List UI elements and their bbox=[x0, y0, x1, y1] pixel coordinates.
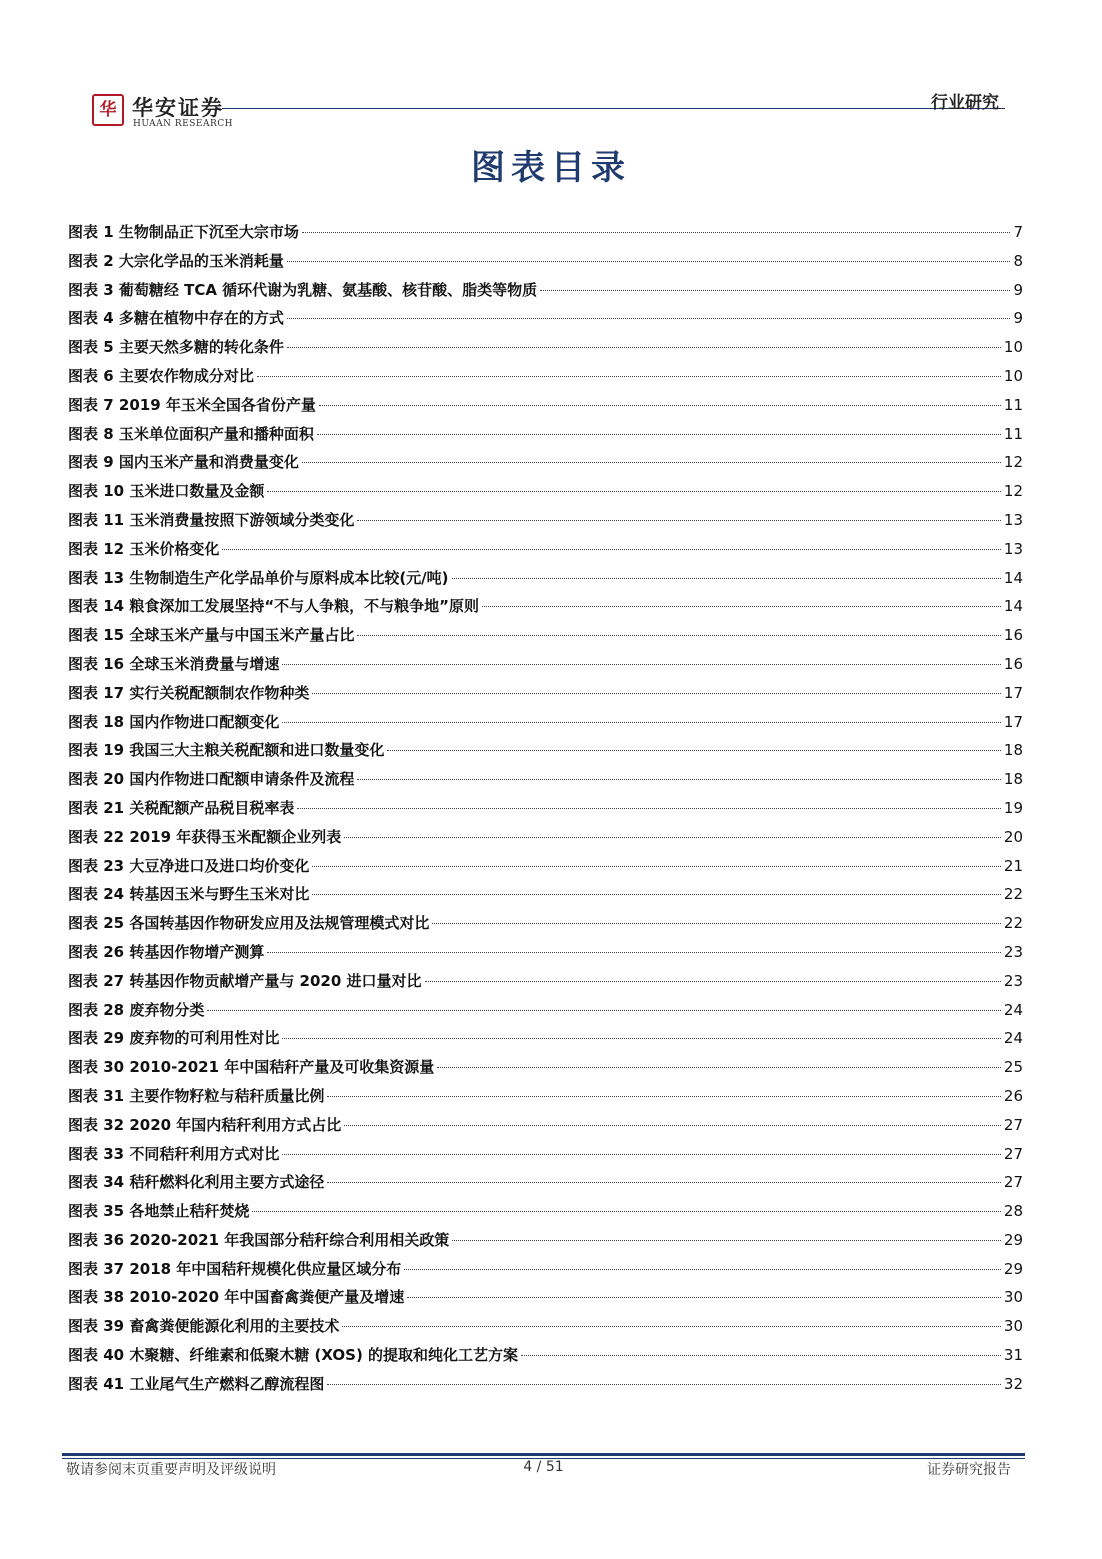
toc-entry-label: 图表 34 秸秆燃料化利用主要方式途径 bbox=[68, 1173, 325, 1192]
toc-entry-page: 27 bbox=[1003, 1115, 1023, 1134]
toc-entry-label: 图表 9 国内玉米产量和消费量变化 bbox=[68, 453, 299, 472]
toc-entry[interactable] bbox=[68, 538, 1023, 567]
toc-entry-label: 图表 22 2019 年获得玉米配额企业列表 bbox=[68, 827, 342, 846]
toc-dot-leader bbox=[357, 779, 1001, 780]
toc-dot-leader bbox=[387, 750, 1001, 751]
toc-entry-page: 11 bbox=[1003, 424, 1023, 443]
huaan-logo-icon: 华 bbox=[92, 94, 124, 126]
toc-dot-leader bbox=[319, 405, 1001, 406]
toc-entry-label: 图表 28 废弃物分类 bbox=[68, 1000, 205, 1019]
toc-dot-leader bbox=[357, 635, 1001, 636]
toc-entry-label: 图表 30 2010-2021 年中国秸秆产量及可收集资源量 bbox=[68, 1058, 435, 1077]
toc-dot-leader bbox=[327, 1384, 1001, 1385]
toc-entry-page: 25 bbox=[1003, 1058, 1023, 1077]
toc-entry-label: 图表 37 2018 年中国秸秆规模化供应量区域分布 bbox=[68, 1259, 402, 1278]
toc-dot-leader bbox=[452, 578, 1001, 579]
toc-entry-page: 14 bbox=[1003, 597, 1023, 616]
toc-dot-leader bbox=[312, 866, 1001, 867]
toc-entry-page: 16 bbox=[1003, 654, 1023, 673]
toc-entry-label: 图表 33 不同秸秆利用方式对比 bbox=[68, 1144, 280, 1163]
toc-dot-leader bbox=[407, 1297, 1001, 1298]
toc-entry-page: 23 bbox=[1003, 971, 1023, 990]
toc-entry-page: 24 bbox=[1003, 1029, 1023, 1048]
toc-dot-leader bbox=[252, 1211, 1001, 1212]
toc-dot-leader bbox=[282, 1038, 1001, 1039]
toc-entry-label: 图表 29 废弃物的可利用性对比 bbox=[68, 1029, 280, 1048]
toc-entry[interactable] bbox=[68, 221, 1023, 250]
toc-entry-page: 9 bbox=[1013, 309, 1023, 328]
toc-entry[interactable] bbox=[68, 336, 1023, 365]
toc-entry-label: 图表 26 转基因作物增产测算 bbox=[68, 942, 265, 961]
toc-entry[interactable] bbox=[68, 768, 1023, 797]
toc-entry-page: 8 bbox=[1013, 251, 1023, 270]
toc-entry[interactable] bbox=[68, 509, 1023, 538]
toc-dot-leader bbox=[287, 261, 1011, 262]
toc-entry-label: 图表 24 转基因玉米与野生玉米对比 bbox=[68, 885, 310, 904]
toc-dot-leader bbox=[257, 376, 1001, 377]
toc-dot-leader bbox=[432, 923, 1001, 924]
toc-dot-leader bbox=[317, 434, 1001, 435]
toc-entry-page: 22 bbox=[1003, 885, 1023, 904]
toc-dot-leader bbox=[302, 462, 1001, 463]
toc-entry-label: 图表 21 关税配额产品税目税率表 bbox=[68, 798, 295, 817]
toc-entry[interactable] bbox=[68, 912, 1023, 941]
toc-entry-page: 9 bbox=[1013, 280, 1023, 299]
toc-entry-page: 16 bbox=[1003, 626, 1023, 645]
footer-disclaimer: 敬请参阅末页重要声明及评级说明 bbox=[66, 1462, 276, 1478]
toc-entry[interactable] bbox=[68, 423, 1023, 452]
toc-entry-label: 图表 23 大豆净进口及进口均价变化 bbox=[68, 856, 310, 875]
toc-entry-page: 29 bbox=[1003, 1230, 1023, 1249]
toc-dot-leader bbox=[207, 1010, 1001, 1011]
toc-entry[interactable] bbox=[68, 711, 1023, 740]
toc-dot-leader bbox=[297, 808, 1001, 809]
toc-dot-leader bbox=[287, 318, 1011, 319]
toc-entry-page: 12 bbox=[1003, 482, 1023, 501]
toc-entry-label: 图表 4 多糖在植物中存在的方式 bbox=[68, 309, 284, 328]
toc-entry-label: 图表 11 玉米消费量按照下游领域分类变化 bbox=[68, 510, 355, 529]
toc-entry-page: 31 bbox=[1003, 1346, 1023, 1365]
toc-entry-label: 图表 3 葡萄糖经 TCA 循环代谢为乳糖、氨基酸、核苷酸、脂类等物质 bbox=[68, 280, 538, 299]
toc-dot-leader bbox=[452, 1240, 1001, 1241]
toc-entry[interactable] bbox=[68, 826, 1023, 855]
page-title: 图表目录 bbox=[471, 148, 631, 188]
toc-entry-label: 图表 32 2020 年国内秸秆利用方式占比 bbox=[68, 1115, 342, 1134]
toc-entry[interactable] bbox=[68, 682, 1023, 711]
page-footer bbox=[62, 1453, 1025, 1478]
page-number: 4 / 51 bbox=[523, 1459, 564, 1475]
toc-entry-page: 10 bbox=[1003, 338, 1023, 357]
toc-entry-label: 图表 27 转基因作物贡献增产量与 2020 进口量对比 bbox=[68, 971, 422, 990]
toc-entry-label: 图表 25 各国转基因作物研发应用及法规管理模式对比 bbox=[68, 914, 430, 933]
toc-dot-leader bbox=[540, 290, 1010, 291]
toc-entry[interactable] bbox=[68, 1373, 1023, 1402]
toc-entry-label: 图表 36 2020-2021 年我国部分秸秆综合利用相关政策 bbox=[68, 1230, 450, 1249]
footer-divider bbox=[62, 1453, 1025, 1456]
toc-entry[interactable] bbox=[68, 365, 1023, 394]
toc-entry-label: 图表 14 粮食深加工发展坚持“不与人争粮，不与粮争地”原则 bbox=[68, 597, 480, 616]
toc-entry-label: 图表 16 全球玉米消费量与增速 bbox=[68, 654, 280, 673]
toc-entry[interactable] bbox=[68, 1200, 1023, 1229]
report-category: 行业研究 bbox=[931, 93, 999, 113]
toc-entry-label: 图表 13 生物制造生产化学品单价与原料成本比较(元/吨) bbox=[68, 568, 449, 587]
toc-entry-label: 图表 17 实行关税配额制农作物种类 bbox=[68, 683, 310, 702]
toc-entry-page: 13 bbox=[1003, 539, 1023, 558]
toc-entry-page: 20 bbox=[1003, 827, 1023, 846]
toc-dot-leader bbox=[521, 1355, 1001, 1356]
toc-entry-label: 图表 1 生物制品正下沉至大宗市场 bbox=[68, 223, 299, 241]
toc-entry-label: 图表 6 主要农作物成分对比 bbox=[68, 366, 254, 385]
toc-dot-leader bbox=[312, 894, 1001, 895]
toc-entry[interactable] bbox=[68, 653, 1023, 682]
toc-entry[interactable] bbox=[68, 595, 1023, 624]
toc-entry[interactable] bbox=[68, 1027, 1023, 1056]
toc-entry-label: 图表 8 玉米单位面积产量和播种面积 bbox=[68, 424, 314, 443]
toc-entry-label: 图表 12 玉米价格变化 bbox=[68, 539, 220, 558]
toc-dot-leader bbox=[267, 952, 1001, 953]
toc-entry[interactable] bbox=[68, 1085, 1023, 1114]
toc-entry-page: 14 bbox=[1003, 568, 1023, 587]
toc-entry-label: 图表 19 我国三大主粮关税配额和进口数量变化 bbox=[68, 741, 385, 760]
toc-entry-page: 24 bbox=[1003, 1000, 1023, 1019]
toc-dot-leader bbox=[437, 1067, 1001, 1068]
toc-entry[interactable] bbox=[68, 1171, 1023, 1200]
toc-entry-page: 30 bbox=[1003, 1317, 1023, 1336]
toc-entry-page: 12 bbox=[1003, 453, 1023, 472]
toc-entry-page: 27 bbox=[1003, 1144, 1023, 1163]
toc-entry-page: 21 bbox=[1003, 856, 1023, 875]
toc-entry-label: 图表 2 大宗化学品的玉米消耗量 bbox=[68, 251, 284, 270]
toc-dot-leader bbox=[302, 232, 1011, 233]
toc-dot-leader bbox=[482, 606, 1001, 607]
toc-dot-leader bbox=[267, 491, 1001, 492]
toc-entry[interactable] bbox=[68, 739, 1023, 768]
toc-entry[interactable] bbox=[68, 394, 1023, 423]
toc-entry[interactable] bbox=[68, 941, 1023, 970]
toc-entry-label: 图表 18 国内作物进口配额变化 bbox=[68, 712, 280, 731]
toc-entry[interactable] bbox=[68, 970, 1023, 999]
toc-entry-page: 30 bbox=[1003, 1288, 1023, 1307]
toc-entry-label: 图表 15 全球玉米产量与中国玉米产量占比 bbox=[68, 626, 355, 645]
toc-dot-leader bbox=[282, 664, 1001, 665]
toc-entry-label: 图表 7 2019 年玉米全国各省份产量 bbox=[68, 395, 316, 414]
toc-entry[interactable] bbox=[68, 855, 1023, 884]
toc-entry[interactable] bbox=[68, 279, 1023, 308]
toc-dot-leader bbox=[282, 1154, 1001, 1155]
toc-entry-page: 11 bbox=[1003, 395, 1023, 414]
footer-report-type: 证券研究报告 bbox=[927, 1462, 1011, 1478]
toc-entry-label: 图表 35 各地禁止秸秆焚烧 bbox=[68, 1202, 250, 1221]
toc-entry-page: 26 bbox=[1003, 1086, 1023, 1105]
toc-entry-label: 图表 40 木聚糖、纤维素和低聚木糖 (XOS) 的提取和纯化工艺方案 bbox=[68, 1346, 519, 1365]
toc-dot-leader bbox=[357, 520, 1001, 521]
toc-entry-page: 18 bbox=[1003, 770, 1023, 789]
toc-entry-page: 7 bbox=[1013, 223, 1023, 241]
toc-entry-page: 29 bbox=[1003, 1259, 1023, 1278]
toc-entry-page: 28 bbox=[1003, 1202, 1023, 1221]
toc-entry[interactable] bbox=[68, 567, 1023, 596]
toc-entry[interactable] bbox=[68, 480, 1023, 509]
toc-entry-page: 23 bbox=[1003, 942, 1023, 961]
logo-text: 华安证券 bbox=[132, 95, 224, 120]
toc-entry-page: 22 bbox=[1003, 914, 1023, 933]
toc-entry-page: 27 bbox=[1003, 1173, 1023, 1192]
toc-list bbox=[68, 221, 1023, 1402]
toc-entry[interactable] bbox=[68, 1258, 1023, 1287]
toc-entry-page: 18 bbox=[1003, 741, 1023, 760]
toc-entry[interactable] bbox=[68, 250, 1023, 279]
toc-entry-label: 图表 5 主要天然多糖的转化条件 bbox=[68, 338, 284, 357]
toc-entry-label: 图表 10 玉米进口数量及金额 bbox=[68, 482, 265, 501]
toc-entry[interactable] bbox=[68, 883, 1023, 912]
toc-entry[interactable] bbox=[68, 797, 1023, 826]
toc-dot-leader bbox=[404, 1269, 1001, 1270]
toc-dot-leader bbox=[327, 1096, 1001, 1097]
toc-entry-label: 图表 20 国内作物进口配额申请条件及流程 bbox=[68, 770, 355, 789]
page-header bbox=[70, 86, 1005, 136]
toc-entry-label: 图表 38 2010-2020 年中国畜禽粪便产量及增速 bbox=[68, 1288, 405, 1307]
toc-entry-label: 图表 39 畜禽粪便能源化利用的主要技术 bbox=[68, 1317, 340, 1336]
toc-entry[interactable] bbox=[68, 1229, 1023, 1258]
toc-entry[interactable] bbox=[68, 451, 1023, 480]
toc-dot-leader bbox=[425, 981, 1001, 982]
toc-entry-page: 17 bbox=[1003, 683, 1023, 702]
toc-entry-page: 10 bbox=[1003, 366, 1023, 385]
toc-dot-leader bbox=[344, 837, 1001, 838]
toc-entry-page: 17 bbox=[1003, 712, 1023, 731]
toc-entry-page: 19 bbox=[1003, 798, 1023, 817]
toc-entry[interactable] bbox=[68, 624, 1023, 653]
toc-entry-page: 13 bbox=[1003, 510, 1023, 529]
toc-entry-label: 图表 31 主要作物籽粒与秸秆质量比例 bbox=[68, 1086, 325, 1105]
toc-dot-leader bbox=[287, 347, 1001, 348]
toc-entry[interactable] bbox=[68, 1056, 1023, 1085]
toc-dot-leader bbox=[312, 693, 1001, 694]
toc-dot-leader bbox=[344, 1125, 1001, 1126]
toc-dot-leader bbox=[282, 722, 1001, 723]
toc-entry[interactable] bbox=[68, 1344, 1023, 1373]
toc-entry[interactable] bbox=[68, 1143, 1023, 1172]
toc-entry[interactable] bbox=[68, 307, 1023, 336]
toc-entry[interactable] bbox=[68, 1114, 1023, 1143]
toc-dot-leader bbox=[342, 1326, 1001, 1327]
toc-entry[interactable] bbox=[68, 1286, 1023, 1315]
toc-entry[interactable] bbox=[68, 1315, 1023, 1344]
toc-dot-leader bbox=[222, 549, 1001, 550]
toc-dot-leader bbox=[327, 1182, 1001, 1183]
header-divider bbox=[222, 108, 1005, 109]
toc-entry-page: 32 bbox=[1003, 1374, 1023, 1393]
toc-entry-label: 图表 41 工业尾气生产燃料乙醇流程图 bbox=[68, 1374, 325, 1393]
logo-subtitle: HUAAN RESEARCH bbox=[133, 119, 233, 129]
toc-entry[interactable] bbox=[68, 999, 1023, 1028]
